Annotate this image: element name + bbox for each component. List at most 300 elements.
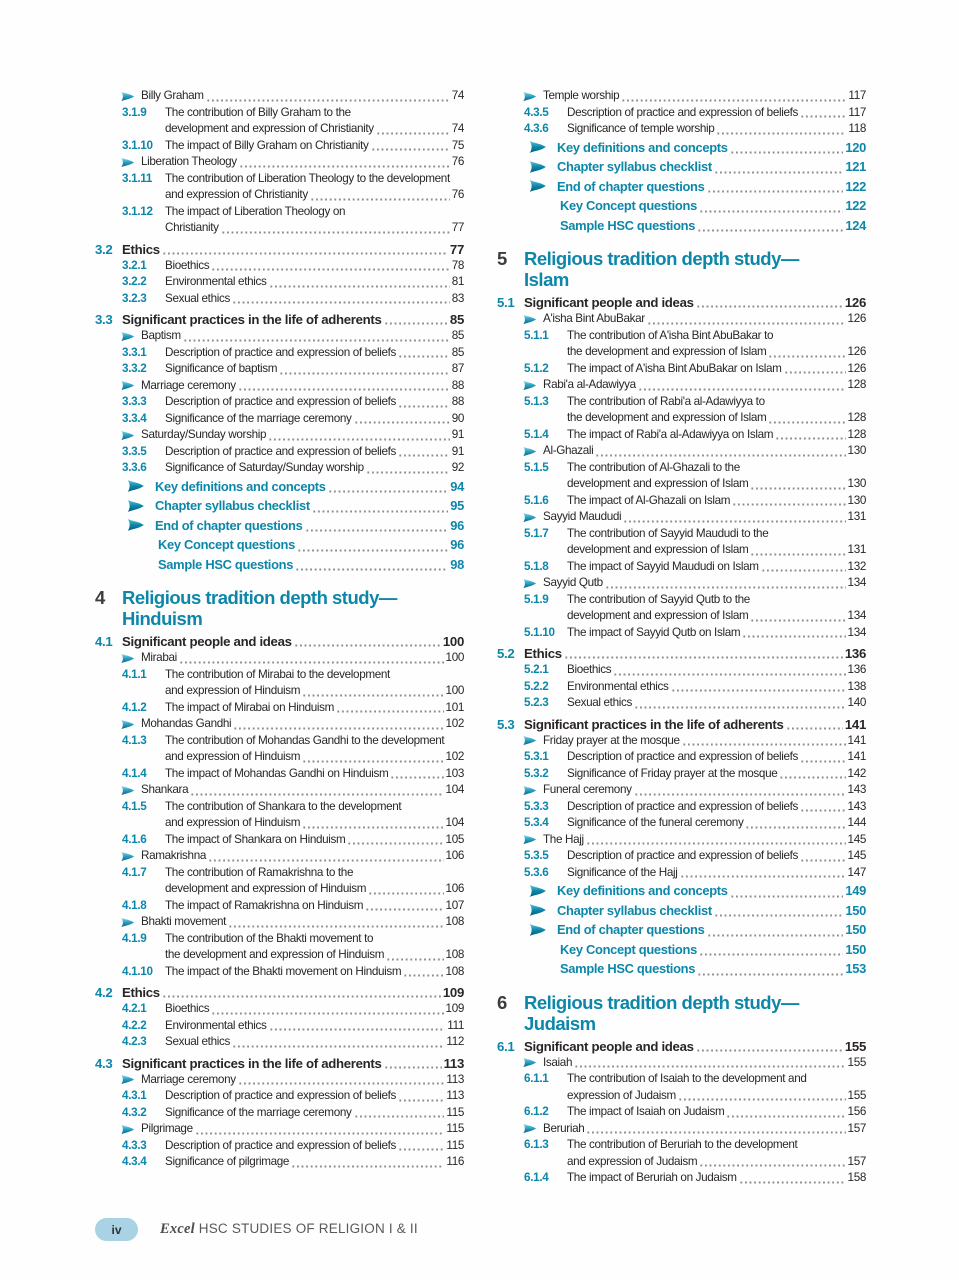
page-number: 77 (449, 241, 464, 257)
entry-number: 3.3.4 (122, 411, 147, 425)
entry-label: Description of practice and expression of beliefs (165, 395, 397, 408)
section-label: Significant people and ideas (524, 295, 694, 310)
toc-section-heading (95, 633, 464, 650)
entry-label: Ramakrishna (141, 849, 207, 862)
entry-label: Description of practice and expression of beliefs (165, 1138, 397, 1152)
page-number: 126 (847, 361, 866, 375)
entry-label: Marriage ceremony (141, 1072, 236, 1086)
entry-label: The contribution of Sayyid Qutb to the (567, 592, 750, 606)
entry-label: Description of practice and expression of beliefs (567, 750, 799, 763)
arrow-icon (120, 1124, 135, 1135)
page-number: 138 (847, 679, 866, 693)
toc-entry (95, 427, 464, 444)
arrow-icon-wrap (126, 479, 155, 493)
dot-leader (605, 580, 846, 590)
page-number: 90 (451, 411, 464, 425)
chapter-title-line: Hinduism (122, 608, 203, 629)
dot-leader (680, 869, 846, 879)
entry-label: Shankara (141, 783, 189, 796)
entry-label: The Hajj (543, 832, 584, 846)
toc-entry (497, 848, 866, 865)
page-number: 78 (451, 258, 464, 272)
arrow-icon (522, 314, 537, 325)
entry-label: and expression of Hinduism (165, 750, 301, 763)
arrow-icon-wrap (120, 785, 141, 796)
entry-number: 3.2.1 (122, 258, 147, 272)
entry-label: Description of practice and expression of beliefs (165, 345, 397, 359)
toc-chapter-heading (497, 248, 866, 290)
toc-entry (95, 204, 464, 221)
dot-leader (302, 820, 443, 830)
toc-entry (95, 832, 464, 849)
feature-sub-label: Sample HSC questions (560, 961, 696, 976)
page-number: 117 (848, 105, 866, 119)
entry-label: and expression of Hinduism (165, 816, 301, 829)
chapter-title-line: Religious tradition depth study— (122, 587, 397, 608)
dot-leader (297, 543, 448, 553)
arrow-icon (522, 380, 537, 391)
toc-entry (95, 964, 464, 981)
dot-leader (800, 853, 846, 863)
entry-number: 6.1.3 (524, 1138, 549, 1151)
chapter-number: 6 (497, 991, 507, 1013)
toc-entry (497, 749, 866, 766)
toc-entry (497, 526, 866, 543)
page-number: 153 (845, 961, 866, 976)
dot-leader (613, 667, 845, 677)
toc-section-heading (497, 716, 866, 733)
toc-entry-continuation (95, 947, 464, 964)
page-number: 88 (451, 378, 464, 392)
page-number: 85 (451, 345, 464, 359)
entry-label: The contribution of Billy Graham to the (165, 105, 351, 119)
page-number: 130 (847, 477, 866, 490)
page-number: 134 (847, 625, 866, 639)
toc-entry (497, 105, 866, 122)
entry-label: development and expression of Islam (567, 543, 749, 556)
dot-leader (768, 415, 845, 425)
toc-section-heading (497, 645, 866, 662)
toc-feature-entry (497, 138, 866, 158)
page-number: 126 (847, 345, 866, 358)
toc-entry (497, 1170, 866, 1187)
arrow-icon-wrap (120, 430, 141, 441)
arrow-icon (522, 512, 537, 523)
dot-leader (678, 1092, 846, 1102)
entry-label: The impact of Rabi'a al-Adawiyya on Islam (567, 427, 774, 441)
toc-column-right (497, 88, 866, 1187)
page-number: 122 (845, 198, 866, 213)
toc-feature-sub-entry (497, 196, 866, 216)
arrow-icon (522, 91, 537, 102)
dot-leader (716, 126, 846, 136)
entry-number: 5.1.1 (524, 328, 549, 342)
entry-label: Mirabai (141, 651, 177, 664)
toc-entry (497, 361, 866, 378)
arrow-icon (120, 917, 135, 928)
entry-label: The impact of Mohandas Gandhi on Hinduism (165, 766, 389, 780)
arrow-icon (522, 785, 537, 796)
page-number: 109 (445, 1002, 464, 1015)
toc-entry (497, 509, 866, 526)
dot-leader (211, 1006, 443, 1016)
dot-leader (697, 967, 843, 977)
arrow-icon-wrap (120, 653, 141, 664)
arrow-icon (528, 179, 547, 193)
page-number: 77 (451, 221, 464, 234)
entry-number: 4.2.2 (122, 1018, 147, 1032)
feature-label: Key definitions and concepts (557, 883, 728, 898)
dot-leader (398, 448, 450, 458)
toc-entry (95, 258, 464, 275)
entry-label: Bioethics (567, 663, 612, 676)
chapter-title-line: Religious tradition depth study— (524, 248, 799, 269)
dot-leader (574, 1059, 845, 1069)
page-number: 145 (847, 849, 866, 862)
toc-entry (497, 662, 866, 679)
dot-leader (779, 770, 845, 780)
arrow-icon (120, 653, 135, 664)
toc-entry-continuation (95, 220, 464, 237)
page-number: 156 (847, 1105, 866, 1118)
entry-number: 5.1.10 (524, 625, 555, 639)
entry-number: 3.1.10 (122, 138, 153, 152)
entry-label: Significance of Saturday/Sunday worship (165, 461, 364, 474)
dot-leader (739, 1175, 846, 1185)
arrow-icon-wrap (120, 917, 141, 928)
toc-entry (497, 427, 866, 444)
page-number: 128 (847, 411, 866, 424)
entry-number: 4.2.1 (122, 1002, 147, 1015)
arrow-icon-wrap (522, 834, 543, 845)
toc-entry (497, 559, 866, 576)
arrow-icon (126, 518, 145, 532)
entry-number: 4.1.2 (122, 700, 147, 714)
dot-leader (269, 1022, 446, 1032)
toc-feature-sub-entry (497, 959, 866, 979)
entry-number: 5.1.7 (524, 526, 549, 540)
dot-leader (732, 497, 845, 507)
page-number: 126 (844, 295, 866, 310)
entry-number: 4.3.3 (122, 1138, 147, 1152)
page-number: 96 (450, 517, 464, 533)
entry-number: 4.1.6 (122, 832, 147, 846)
entry-label: The contribution of Sayyid Maududi to the (567, 526, 769, 540)
page-number: 141 (847, 733, 866, 747)
arrow-icon-wrap (528, 923, 557, 937)
page-number: 115 (446, 1138, 464, 1152)
page-number: 104 (445, 816, 464, 829)
dot-leader (784, 365, 846, 375)
entry-label: Bioethics (165, 1002, 210, 1015)
chapter-title (524, 992, 799, 1034)
toc-entry-continuation (497, 410, 866, 427)
dot-leader (707, 928, 844, 938)
entry-label: Description of practice and expression of beliefs (567, 105, 799, 119)
entry-number: 5.1.9 (524, 592, 549, 606)
dot-leader (384, 1060, 442, 1070)
toc-entry (95, 700, 464, 717)
page-number: 116 (446, 1155, 464, 1168)
arrow-icon (120, 380, 135, 391)
dot-leader (745, 820, 845, 830)
toc-entry (497, 695, 866, 712)
entry-label: The impact of A'isha Bint AbuBakar on Islam (567, 361, 782, 375)
arrow-icon-wrap (528, 140, 557, 154)
toc-entry (95, 898, 464, 915)
entry-label: Baptism (141, 329, 181, 342)
entry-label: Significance of pilgrimage (165, 1155, 290, 1168)
entry-number: 4.2.3 (122, 1035, 147, 1048)
section-number: 5.2 (497, 646, 515, 661)
entry-label: Saturday/Sunday worship (141, 428, 267, 441)
page-number: 134 (847, 576, 866, 589)
toc-entry (95, 799, 464, 816)
dot-leader (750, 547, 845, 557)
entry-label: Bioethics (165, 258, 210, 272)
dot-leader (208, 853, 444, 863)
toc-entry (497, 1137, 866, 1154)
dot-leader (398, 1093, 444, 1103)
dot-leader (336, 704, 444, 714)
dot-leader (707, 184, 844, 194)
entry-label: the development and expression of Islam (567, 411, 767, 424)
toc-entry (95, 1105, 464, 1122)
toc-entry (497, 832, 866, 849)
page-number: 131 (847, 510, 866, 523)
dot-leader (239, 159, 450, 169)
entry-label: The impact of Liberation Theology on (165, 204, 346, 218)
entry-number: 5.1.4 (524, 427, 549, 441)
entry-label: Significance of temple worship (567, 122, 715, 135)
entry-label: and expression of Judaism (567, 1154, 698, 1168)
page-number: 122 (845, 178, 866, 194)
entry-number: 4.3.5 (524, 105, 549, 119)
entry-number: 4.3.4 (122, 1155, 147, 1168)
page-number: 103 (445, 766, 464, 780)
toc-entry (497, 493, 866, 510)
toc-feature-sub-entry (497, 940, 866, 960)
toc-feature-sub-entry (95, 535, 464, 555)
entry-number: 3.1.12 (122, 204, 153, 218)
toc-section-heading (95, 1055, 464, 1072)
toc-entry (95, 931, 464, 948)
dot-leader (302, 754, 443, 764)
page-number: 155 (844, 1038, 866, 1054)
entry-number: 3.1.9 (122, 105, 147, 119)
entry-label: Bhakti movement (141, 915, 227, 928)
entry-label: Significance of baptism (165, 362, 278, 375)
page-number: 106 (445, 849, 464, 862)
toc-entry (95, 1072, 464, 1089)
feature-label: End of chapter questions (557, 922, 705, 937)
dot-leader (595, 448, 845, 458)
dot-leader (800, 109, 846, 119)
entry-label: Al-Ghazali (543, 444, 594, 457)
page-number: 102 (445, 717, 464, 730)
feature-sub-label: Key Concept questions (560, 198, 697, 213)
entry-number: 5.1.3 (524, 394, 549, 408)
arrow-icon-wrap (522, 1123, 543, 1134)
dot-leader (634, 700, 846, 710)
entry-label: The contribution of A'isha Bint AbuBakar to (567, 328, 774, 342)
toc-entry-continuation (497, 542, 866, 559)
entry-label: and expression of Hinduism (165, 684, 301, 697)
entry-label: Significance of Friday prayer at the mosque (567, 766, 778, 780)
toc-entry (95, 274, 464, 291)
toc-entry (95, 1034, 464, 1051)
toc-entry (497, 679, 866, 696)
toc-column-left (95, 88, 464, 1171)
page-number: 94 (450, 478, 464, 494)
page-number: 142 (847, 766, 866, 780)
page-number: 141 (844, 716, 866, 732)
page-number: 149 (845, 883, 866, 898)
page-number: 76 (451, 188, 464, 201)
page-number: 132 (847, 559, 866, 573)
entry-label: The contribution of Isaiah to the development and (567, 1072, 807, 1085)
entry-label: Description of practice and expression of beliefs (567, 799, 799, 813)
section-number: 5.3 (497, 716, 515, 732)
arrow-icon-wrap (528, 884, 557, 898)
entry-number: 4.1.3 (122, 733, 147, 747)
section-number: 5.1 (497, 295, 515, 310)
page-number: 85 (449, 312, 464, 327)
toc-entry (95, 291, 464, 308)
arrow-icon (522, 1057, 537, 1068)
entry-label: Significance of the marriage ceremony (165, 1105, 352, 1119)
dot-leader (190, 787, 443, 797)
dot-leader (800, 803, 846, 813)
page-number: 91 (451, 428, 464, 441)
toc-entry-continuation (497, 1088, 866, 1105)
toc-feature-entry (497, 881, 866, 901)
toc-entry-continuation (95, 815, 464, 832)
page-number: 106 (445, 882, 464, 895)
page-number: 115 (446, 1122, 464, 1135)
toc-entry-continuation (95, 187, 464, 204)
toc-feature-entry (95, 516, 464, 536)
dot-leader (312, 504, 448, 514)
arrow-icon (522, 834, 537, 845)
toc-entry (95, 1088, 464, 1105)
page-number: 74 (451, 89, 464, 102)
dot-leader (586, 836, 846, 846)
dot-leader (697, 223, 843, 233)
toc-entry (497, 815, 866, 832)
arrow-icon-wrap (522, 578, 543, 589)
dot-leader (354, 1109, 445, 1119)
entry-number: 4.3.2 (122, 1105, 147, 1119)
entry-number: 5.3.6 (524, 865, 549, 879)
arrow-icon-wrap (120, 1074, 141, 1085)
entry-label: The impact of Shankara on Hinduism (165, 832, 346, 846)
section-label: Significant practices in the life of adherents (122, 312, 382, 327)
entry-label: The contribution of the Bhakti movement to (165, 931, 374, 945)
arrow-icon-wrap (528, 160, 557, 174)
entry-label: Mohandas Gandhi (141, 717, 232, 730)
entry-number: 4.1.7 (122, 865, 147, 879)
entry-number: 3.1.11 (122, 171, 153, 185)
arrow-icon (120, 331, 135, 342)
feature-label: End of chapter questions (557, 178, 705, 194)
entry-number: 3.3.6 (122, 461, 147, 474)
toc-entry (95, 361, 464, 378)
page-number: 157 (847, 1154, 866, 1168)
arrow-icon (522, 446, 537, 457)
toc-entry (497, 1071, 866, 1088)
page-number: 83 (451, 291, 464, 305)
book-title-excel: Excel (160, 1221, 195, 1237)
dot-leader (233, 721, 443, 731)
entry-label: and expression of Christianity (165, 188, 308, 201)
entry-label: Environmental ethics (165, 1018, 267, 1032)
page-number: 100 (445, 684, 464, 697)
toc-entry (497, 121, 866, 138)
arrow-icon-wrap (120, 719, 141, 730)
entry-number: 3.2.2 (122, 275, 147, 288)
page-number: 147 (847, 865, 866, 879)
page-number: 113 (446, 1072, 464, 1086)
entry-label: Temple worship (543, 89, 620, 102)
book-title-rest: HSC STUDIES OF RELIGION I & II (198, 1221, 418, 1236)
dot-leader (183, 333, 450, 343)
page-number: 126 (847, 312, 866, 325)
feature-sub-label: Sample HSC questions (560, 217, 696, 233)
arrow-icon (528, 884, 547, 898)
page-number: 121 (845, 159, 866, 174)
feature-label: Chapter syllabus checklist (155, 498, 310, 513)
toc-entry (95, 716, 464, 733)
page-number: 124 (845, 217, 866, 233)
page-number: 113 (446, 1089, 464, 1102)
entry-label: The impact of Billy Graham on Christianity (165, 138, 369, 152)
page-number: 104 (445, 783, 464, 796)
arrow-icon (120, 157, 135, 168)
page-number: 155 (847, 1088, 866, 1102)
entry-number: 5.1.8 (524, 559, 549, 573)
entry-number: 5.3.1 (524, 750, 549, 763)
arrow-icon-wrap (126, 518, 155, 532)
dot-leader (750, 481, 845, 491)
dot-leader (384, 316, 448, 326)
entry-number: 4.1.1 (122, 667, 147, 681)
page-number: 113 (443, 1055, 464, 1071)
arrow-icon (528, 923, 547, 937)
dot-leader (386, 952, 443, 962)
page-number: 136 (847, 663, 866, 676)
toc-entry (95, 766, 464, 783)
page-number: 115 (446, 1105, 464, 1119)
arrow-icon-wrap (522, 91, 543, 102)
toc-entry (95, 138, 464, 155)
dot-leader (699, 947, 843, 957)
entry-label: The impact of Beruriah on Judaism (567, 1171, 737, 1184)
page-number: 81 (451, 275, 464, 288)
dot-leader (726, 1109, 845, 1119)
arrow-icon (120, 430, 135, 441)
toc-entry (497, 575, 866, 592)
section-number: 4.2 (95, 985, 113, 1000)
dot-leader (403, 968, 443, 978)
feature-sub-label: Key Concept questions (560, 941, 697, 957)
page-footer (95, 1218, 418, 1241)
folio-badge (95, 1218, 138, 1241)
arrow-icon-wrap (120, 91, 141, 102)
entry-number: 5.1.5 (524, 460, 549, 474)
section-number: 4.1 (95, 634, 113, 649)
toc-entry (95, 378, 464, 395)
